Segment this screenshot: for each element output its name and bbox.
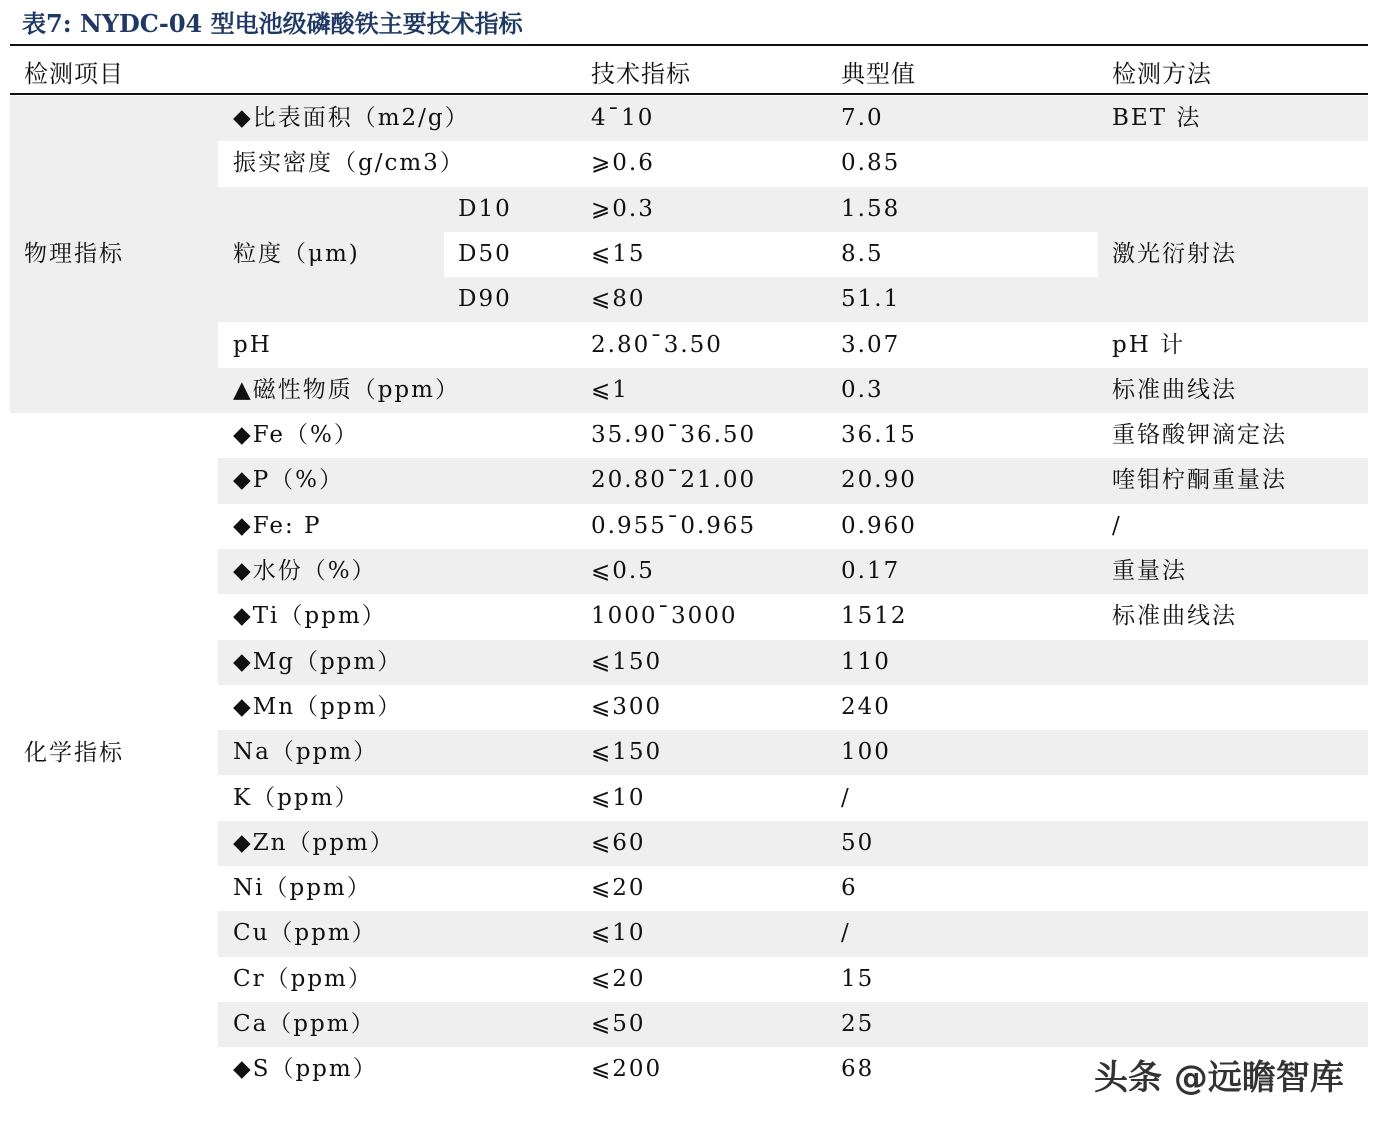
row-band [218, 187, 1368, 232]
row-name: ◆Mn（ppm） [233, 693, 403, 720]
row-typical: 15 [841, 965, 875, 992]
row-band [218, 730, 1368, 775]
row-spec: ⩾0.3 [591, 195, 655, 222]
row-typical: 0.3 [841, 376, 884, 403]
row-name: Ca（ppm） [233, 1011, 376, 1037]
row-name: ◆比表面积（m2/g） [233, 105, 470, 131]
row-spec: ⩽150 [591, 739, 663, 766]
row-typical: 25 [841, 1011, 875, 1037]
row-spec: ⩽10 [591, 920, 646, 947]
row-typical: 51.1 [841, 286, 901, 313]
row-typical: 6 [841, 875, 858, 902]
row-method: 重量法 [1112, 558, 1187, 584]
group-chemical-label: 化学指标 [24, 740, 124, 766]
row-spec: ⩽80 [591, 286, 646, 313]
row-spec: ⩽50 [591, 1011, 646, 1037]
row-spec: 20.80¯21.00 [591, 467, 757, 494]
row-method: 标准曲线法 [1112, 603, 1237, 630]
row-spec: 35.90¯36.50 [591, 422, 757, 449]
row-name: ◆Fe（%） [233, 422, 359, 449]
row-name: ◆Zn（ppm） [233, 829, 395, 856]
row-typical: 50 [841, 829, 875, 856]
row-method: 喹钼柠酮重量法 [1112, 467, 1287, 494]
row-name: ◆S（ppm） [233, 1056, 378, 1083]
row-typical: 240 [841, 693, 891, 720]
row-typical: 100 [841, 739, 891, 766]
row-name: Cr（ppm） [233, 965, 373, 992]
group-physical-label: 物理指标 [24, 241, 124, 267]
row-name: ◆Ti（ppm） [233, 603, 387, 630]
row-spec: ⩾0.6 [591, 150, 655, 177]
row-typical: 0.85 [841, 150, 901, 177]
row-spec: ⩽15 [591, 240, 646, 267]
row-band [218, 277, 1368, 322]
row-sub: D90 [458, 286, 512, 313]
row-band [218, 1002, 1368, 1047]
row-name: pH [233, 331, 272, 358]
row-name: Ni（ppm） [233, 875, 372, 902]
row-method: / [1112, 512, 1122, 539]
row-typical: 110 [841, 648, 891, 675]
row-name: K（ppm） [233, 784, 360, 811]
row-spec: ⩽1 [591, 376, 629, 403]
row-spec: ⩽200 [591, 1056, 663, 1083]
row-name: Cu（ppm） [233, 920, 377, 947]
row-typical: 36.15 [841, 422, 917, 449]
row-spec: 4¯10 [591, 105, 655, 131]
row-name: ◆Fe: P [233, 512, 322, 539]
row-sub: D10 [458, 195, 512, 222]
row-band [218, 911, 1368, 956]
row-spec: ⩽20 [591, 965, 646, 992]
row-spec: ⩽300 [591, 693, 663, 720]
row-typical: 8.5 [841, 240, 884, 267]
row-name: ◆水份（%） [233, 558, 377, 584]
row-spec: ⩽10 [591, 784, 646, 811]
row-spec: 1000¯3000 [591, 603, 738, 630]
row-method: 激光衍射法 [1112, 240, 1237, 267]
row-method: BET 法 [1112, 105, 1202, 131]
row-spec: 0.955¯0.965 [591, 512, 757, 539]
row-name: ▲磁性物质（ppm） [233, 376, 460, 403]
row-typical: / [841, 920, 851, 947]
row-name: Na（ppm） [233, 739, 379, 766]
row-name: ◆Mg（ppm） [233, 648, 403, 675]
header-typical: 典型值 [841, 60, 916, 88]
particle-size-label: 粒度（μm) [233, 241, 360, 267]
row-typical: 0.17 [841, 558, 901, 584]
row-method: pH 计 [1112, 331, 1186, 358]
row-typical: 3.07 [841, 331, 901, 358]
row-sub: D50 [458, 240, 512, 267]
row-spec: ⩽20 [591, 875, 646, 902]
header-item: 检测项目 [24, 60, 124, 88]
row-spec: ⩽150 [591, 648, 663, 675]
row-typical: 7.0 [841, 105, 884, 131]
row-typical: 1512 [841, 603, 908, 630]
watermark: 头条 @远瞻智库 [1094, 1058, 1344, 1098]
row-method: 标准曲线法 [1112, 376, 1237, 403]
row-spec: ⩽60 [591, 829, 646, 856]
row-typical: / [841, 784, 851, 811]
row-typical: 1.58 [841, 195, 901, 222]
row-spec: ⩽0.5 [591, 558, 655, 584]
header-spec: 技术指标 [591, 60, 691, 88]
header-method: 检测方法 [1112, 60, 1212, 88]
row-name: 振实密度（g/cm3） [233, 150, 465, 177]
row-method: 重铬酸钾滴定法 [1112, 422, 1287, 449]
row-typical: 68 [841, 1056, 875, 1083]
row-typical: 20.90 [841, 467, 917, 494]
row-spec: 2.80¯3.50 [591, 331, 723, 358]
table-title: 表7: NYDC-04 型电池级磷酸铁主要技术指标 [22, 9, 523, 38]
row-band [218, 549, 1368, 594]
row-name: ◆P（%） [233, 467, 345, 494]
row-typical: 0.960 [841, 512, 917, 539]
